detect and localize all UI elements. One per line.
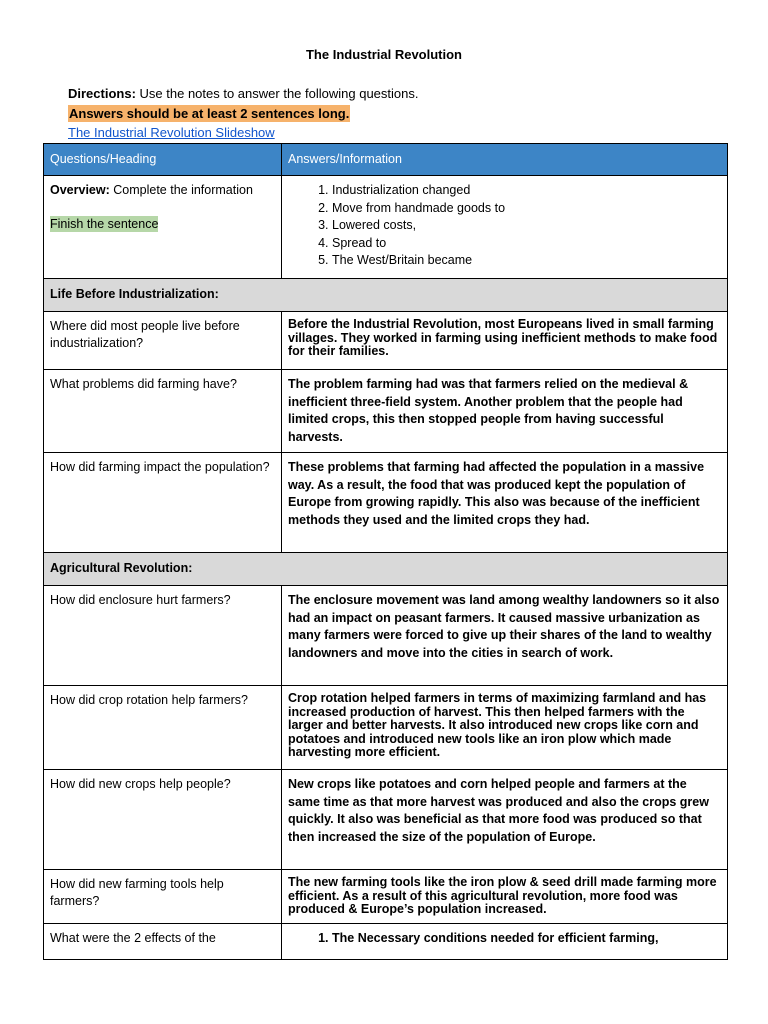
list-item: 4. Spread to [332, 235, 721, 253]
answer-cell[interactable]: The new farming tools like the iron plow & seed drill made farming more efficient. As a result of this agricultural revolution, more food was produced & Europe’s population increased. [282, 870, 728, 924]
table-row [44, 586, 728, 686]
document-title: The Industrial Revolution [305, 47, 462, 62]
section-life-before: Life Before Industrialization: [44, 279, 728, 312]
directions-label: Directions: [68, 86, 136, 101]
list-item: 1. Industrialization changed [332, 182, 721, 200]
overview-label: Overview: [50, 183, 110, 197]
overview-answer[interactable] [282, 176, 728, 279]
question-cell: How did new crops help people? [44, 770, 282, 870]
questions-table [43, 143, 728, 960]
header-answers: Answers/Information [282, 144, 728, 176]
answer-cell[interactable]: These problems that farming had affected the population in a massive way. As a result, the food that was produced kept the population of Europe from growing rapidly. This also was because of the inefficient methods they used and the limited crops they had. [282, 453, 728, 553]
section-row [44, 553, 728, 586]
slideshow-link[interactable]: The Industrial Revolution Slideshow [68, 125, 275, 140]
question-cell: Where did most people live before industrialization? [44, 312, 282, 370]
table-row [44, 686, 728, 770]
effects-list [288, 930, 721, 948]
list-item: 1. The Necessary conditions needed for efficient farming, [332, 930, 721, 948]
question-cell: How did enclosure hurt farmers? [44, 586, 282, 686]
question-cell: How did farming impact the population? [44, 453, 282, 553]
answer-cell[interactable]: The problem farming had was that farmers relied on the medieval & inefficient three-field system. Another problem that the people had limited crops, this then stopped people from having successful harvests. [282, 370, 728, 453]
overview-list [288, 182, 721, 270]
overview-question [44, 176, 282, 279]
table-row [44, 924, 728, 960]
question-cell: What problems did farming have? [44, 370, 282, 453]
directions-text: Use the notes to answer the following questions. [139, 86, 419, 101]
question-cell: How did crop rotation help farmers? [44, 686, 282, 770]
answer-cell[interactable]: Before the Industrial Revolution, most Europeans lived in small farming villages. They worked in farming using inefficient methods to make food for their families. [282, 312, 728, 370]
list-item: 3. Lowered costs, [332, 217, 721, 235]
table-row [44, 312, 728, 370]
table-row [44, 453, 728, 553]
question-cell: What were the 2 effects of the [44, 924, 282, 960]
overview-text: Complete the information [113, 183, 253, 197]
table-row [44, 370, 728, 453]
answer-cell[interactable]: Crop rotation helped farmers in terms of maximizing farmland and has increased production of harvest. This then helped farmers with the larger and better harvests. It also introduced new crops like corn and potatoes and introduced new tools like an iron plow which made harvesting more efficient. [282, 686, 728, 770]
section-agricultural: Agricultural Revolution: [44, 553, 728, 586]
table-header-row [44, 144, 728, 176]
list-item: 2. Move from handmade goods to [332, 200, 721, 218]
header-questions: Questions/Heading [44, 144, 282, 176]
finish-sentence-note: Finish the sentence [50, 217, 159, 231]
answer-cell[interactable]: New crops like potatoes and corn helped people and farmers at the same time as that more harvest was produced and also the crops grew quickly. It also was beneficial as that more food was produced so that then increased the size of the population of Europe. [282, 770, 728, 870]
table-row [44, 770, 728, 870]
answer-cell[interactable] [282, 924, 728, 960]
question-cell: How did new farming tools help farmers? [44, 870, 282, 924]
section-row [44, 279, 728, 312]
answer-cell[interactable]: The enclosure movement was land among wealthy landowners so it also had an impact on peasant farmers. It caused massive urbanization as many farmers were forced to give up their shares of the land to wealthy landowners and move into the cities in search of work. [282, 586, 728, 686]
answer-length-note: Answers should be at least 2 sentences long. [69, 106, 350, 121]
overview-row [44, 176, 728, 279]
table-row [44, 870, 728, 924]
directions [68, 86, 418, 101]
list-item: 5. The West/Britain became [332, 252, 721, 270]
